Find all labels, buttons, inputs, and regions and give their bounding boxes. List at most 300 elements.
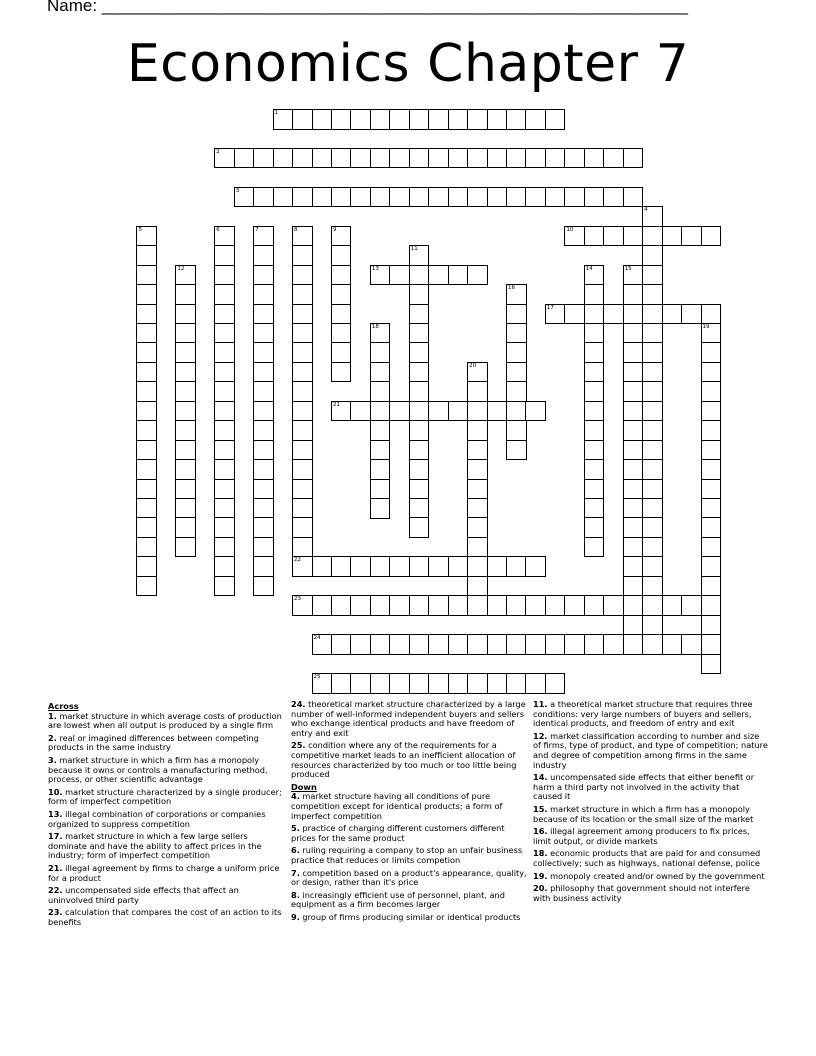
grid-cell[interactable] xyxy=(175,401,196,422)
grid-cell[interactable] xyxy=(467,401,488,422)
grid-cell[interactable] xyxy=(584,226,605,247)
grid-cell[interactable] xyxy=(331,401,352,422)
grid-cell[interactable] xyxy=(214,148,235,169)
grid-cell[interactable] xyxy=(584,595,605,616)
grid-cell[interactable] xyxy=(642,420,663,441)
grid-cell[interactable] xyxy=(175,517,196,538)
grid-cell[interactable] xyxy=(448,265,469,286)
grid-cell[interactable] xyxy=(175,304,196,325)
grid-cell[interactable] xyxy=(214,226,235,247)
grid-cell[interactable] xyxy=(312,148,333,169)
grid-cell[interactable] xyxy=(584,284,605,305)
grid-cell[interactable] xyxy=(467,634,488,655)
grid-cell[interactable] xyxy=(389,673,410,694)
grid-cell[interactable] xyxy=(525,595,546,616)
grid-cell[interactable] xyxy=(350,109,371,130)
grid-cell[interactable] xyxy=(350,595,371,616)
grid-cell[interactable] xyxy=(292,226,313,247)
grid-cell[interactable] xyxy=(253,420,274,441)
grid-cell[interactable] xyxy=(428,187,449,208)
grid-cell[interactable] xyxy=(175,420,196,441)
grid-cell[interactable] xyxy=(603,187,624,208)
grid-cell[interactable] xyxy=(487,148,508,169)
grid-cell[interactable] xyxy=(253,187,274,208)
grid-cell[interactable] xyxy=(623,187,644,208)
grid-cell[interactable] xyxy=(642,556,663,577)
grid-cell[interactable] xyxy=(409,440,430,461)
grid-cell[interactable] xyxy=(175,479,196,500)
grid-cell[interactable] xyxy=(409,459,430,480)
grid-cell[interactable] xyxy=(642,226,663,247)
grid-cell[interactable] xyxy=(136,517,157,538)
grid-cell[interactable] xyxy=(701,401,722,422)
grid-cell[interactable] xyxy=(292,187,313,208)
grid-cell[interactable] xyxy=(409,420,430,441)
grid-cell[interactable] xyxy=(292,245,313,266)
grid-cell[interactable] xyxy=(350,148,371,169)
grid-cell[interactable] xyxy=(253,226,274,247)
grid-cell[interactable] xyxy=(253,459,274,480)
grid-cell[interactable] xyxy=(136,265,157,286)
grid-cell[interactable] xyxy=(467,420,488,441)
grid-cell[interactable] xyxy=(623,459,644,480)
grid-cell[interactable] xyxy=(370,498,391,519)
grid-cell[interactable] xyxy=(642,206,663,227)
grid-cell[interactable] xyxy=(642,615,663,636)
grid-cell[interactable] xyxy=(506,381,527,402)
grid-cell[interactable] xyxy=(253,304,274,325)
grid-cell[interactable] xyxy=(487,673,508,694)
grid-cell[interactable] xyxy=(214,479,235,500)
grid-cell[interactable] xyxy=(701,459,722,480)
grid-cell[interactable] xyxy=(681,634,702,655)
grid-cell[interactable] xyxy=(253,148,274,169)
grid-cell[interactable] xyxy=(701,420,722,441)
grid-cell[interactable] xyxy=(642,576,663,597)
grid-cell[interactable] xyxy=(175,537,196,558)
grid-cell[interactable] xyxy=(623,440,644,461)
grid-cell[interactable] xyxy=(506,401,527,422)
grid-cell[interactable] xyxy=(487,595,508,616)
grid-cell[interactable] xyxy=(253,576,274,597)
grid-cell[interactable] xyxy=(642,634,663,655)
grid-cell[interactable] xyxy=(331,304,352,325)
grid-cell[interactable] xyxy=(312,556,333,577)
grid-cell[interactable] xyxy=(467,440,488,461)
grid-cell[interactable] xyxy=(506,109,527,130)
grid-cell[interactable] xyxy=(428,109,449,130)
grid-cell[interactable] xyxy=(331,148,352,169)
grid-cell[interactable] xyxy=(506,556,527,577)
grid-cell[interactable] xyxy=(467,265,488,286)
grid-cell[interactable] xyxy=(545,673,566,694)
grid-cell[interactable] xyxy=(331,245,352,266)
grid-cell[interactable] xyxy=(350,556,371,577)
grid-cell[interactable] xyxy=(331,284,352,305)
grid-cell[interactable] xyxy=(292,595,313,616)
grid-cell[interactable] xyxy=(662,226,683,247)
grid-cell[interactable] xyxy=(253,342,274,363)
grid-cell[interactable] xyxy=(253,265,274,286)
grid-cell[interactable] xyxy=(701,654,722,675)
grid-cell[interactable] xyxy=(564,226,585,247)
grid-cell[interactable] xyxy=(623,479,644,500)
grid-cell[interactable] xyxy=(370,673,391,694)
grid-cell[interactable] xyxy=(623,323,644,344)
grid-cell[interactable] xyxy=(370,440,391,461)
grid-cell[interactable] xyxy=(623,420,644,441)
grid-cell[interactable] xyxy=(487,556,508,577)
grid-cell[interactable] xyxy=(409,187,430,208)
grid-cell[interactable] xyxy=(642,517,663,538)
grid-cell[interactable] xyxy=(292,304,313,325)
grid-cell[interactable] xyxy=(370,401,391,422)
grid-cell[interactable] xyxy=(136,479,157,500)
grid-cell[interactable] xyxy=(292,498,313,519)
grid-cell[interactable] xyxy=(506,342,527,363)
grid-cell[interactable] xyxy=(253,323,274,344)
grid-cell[interactable] xyxy=(136,342,157,363)
grid-cell[interactable] xyxy=(389,556,410,577)
grid-cell[interactable] xyxy=(175,498,196,519)
grid-cell[interactable] xyxy=(389,109,410,130)
grid-cell[interactable] xyxy=(253,284,274,305)
grid-cell[interactable] xyxy=(701,615,722,636)
grid-cell[interactable] xyxy=(409,498,430,519)
grid-cell[interactable] xyxy=(623,401,644,422)
grid-cell[interactable] xyxy=(136,498,157,519)
grid-cell[interactable] xyxy=(253,517,274,538)
grid-cell[interactable] xyxy=(409,673,430,694)
grid-cell[interactable] xyxy=(175,440,196,461)
grid-cell[interactable] xyxy=(448,673,469,694)
grid-cell[interactable] xyxy=(506,323,527,344)
grid-cell[interactable] xyxy=(370,187,391,208)
grid-cell[interactable] xyxy=(467,576,488,597)
grid-cell[interactable] xyxy=(506,595,527,616)
grid-cell[interactable] xyxy=(428,401,449,422)
grid-cell[interactable] xyxy=(389,595,410,616)
grid-cell[interactable] xyxy=(584,440,605,461)
grid-cell[interactable] xyxy=(623,517,644,538)
grid-cell[interactable] xyxy=(175,265,196,286)
grid-cell[interactable] xyxy=(331,595,352,616)
grid-cell[interactable] xyxy=(136,440,157,461)
grid-cell[interactable] xyxy=(506,304,527,325)
grid-cell[interactable] xyxy=(467,595,488,616)
grid-cell[interactable] xyxy=(214,459,235,480)
grid-cell[interactable] xyxy=(584,187,605,208)
grid-cell[interactable] xyxy=(428,556,449,577)
grid-cell[interactable] xyxy=(623,362,644,383)
grid-cell[interactable] xyxy=(409,381,430,402)
grid-cell[interactable] xyxy=(642,459,663,480)
grid-cell[interactable] xyxy=(487,109,508,130)
grid-cell[interactable] xyxy=(642,284,663,305)
grid-cell[interactable] xyxy=(136,381,157,402)
grid-cell[interactable] xyxy=(701,595,722,616)
grid-cell[interactable] xyxy=(564,148,585,169)
grid-cell[interactable] xyxy=(623,556,644,577)
grid-cell[interactable] xyxy=(564,595,585,616)
grid-cell[interactable] xyxy=(584,479,605,500)
grid-cell[interactable] xyxy=(136,304,157,325)
grid-cell[interactable] xyxy=(467,109,488,130)
grid-cell[interactable] xyxy=(292,440,313,461)
grid-cell[interactable] xyxy=(623,576,644,597)
grid-cell[interactable] xyxy=(370,381,391,402)
grid-cell[interactable] xyxy=(448,148,469,169)
grid-cell[interactable] xyxy=(214,342,235,363)
grid-cell[interactable] xyxy=(701,537,722,558)
grid-cell[interactable] xyxy=(642,362,663,383)
grid-cell[interactable] xyxy=(214,245,235,266)
grid-cell[interactable] xyxy=(292,342,313,363)
grid-cell[interactable] xyxy=(136,459,157,480)
grid-cell[interactable] xyxy=(506,284,527,305)
grid-cell[interactable] xyxy=(701,498,722,519)
grid-cell[interactable] xyxy=(409,284,430,305)
grid-cell[interactable] xyxy=(701,342,722,363)
grid-cell[interactable] xyxy=(370,634,391,655)
grid-cell[interactable] xyxy=(623,226,644,247)
grid-cell[interactable] xyxy=(467,556,488,577)
grid-cell[interactable] xyxy=(389,265,410,286)
grid-cell[interactable] xyxy=(642,265,663,286)
grid-cell[interactable] xyxy=(487,634,508,655)
grid-cell[interactable] xyxy=(525,401,546,422)
grid-cell[interactable] xyxy=(292,381,313,402)
grid-cell[interactable] xyxy=(642,479,663,500)
grid-cell[interactable] xyxy=(642,440,663,461)
grid-cell[interactable] xyxy=(331,226,352,247)
grid-cell[interactable] xyxy=(428,148,449,169)
grid-cell[interactable] xyxy=(273,187,294,208)
grid-cell[interactable] xyxy=(292,479,313,500)
grid-cell[interactable] xyxy=(545,634,566,655)
grid-cell[interactable] xyxy=(136,556,157,577)
grid-cell[interactable] xyxy=(389,634,410,655)
grid-cell[interactable] xyxy=(331,634,352,655)
grid-cell[interactable] xyxy=(603,634,624,655)
grid-cell[interactable] xyxy=(389,401,410,422)
grid-cell[interactable] xyxy=(136,401,157,422)
grid-cell[interactable] xyxy=(350,673,371,694)
grid-cell[interactable] xyxy=(545,148,566,169)
grid-cell[interactable] xyxy=(506,148,527,169)
grid-cell[interactable] xyxy=(312,673,333,694)
grid-cell[interactable] xyxy=(525,634,546,655)
grid-cell[interactable] xyxy=(214,284,235,305)
grid-cell[interactable] xyxy=(662,595,683,616)
grid-cell[interactable] xyxy=(584,323,605,344)
grid-cell[interactable] xyxy=(136,226,157,247)
grid-cell[interactable] xyxy=(603,148,624,169)
grid-cell[interactable] xyxy=(175,381,196,402)
grid-cell[interactable] xyxy=(467,479,488,500)
grid-cell[interactable] xyxy=(350,634,371,655)
grid-cell[interactable] xyxy=(175,323,196,344)
grid-cell[interactable] xyxy=(487,187,508,208)
grid-cell[interactable] xyxy=(253,498,274,519)
grid-cell[interactable] xyxy=(642,245,663,266)
grid-cell[interactable] xyxy=(214,576,235,597)
grid-cell[interactable] xyxy=(525,673,546,694)
grid-cell[interactable] xyxy=(584,401,605,422)
grid-cell[interactable] xyxy=(506,362,527,383)
grid-cell[interactable] xyxy=(370,265,391,286)
grid-cell[interactable] xyxy=(409,265,430,286)
grid-cell[interactable] xyxy=(214,381,235,402)
grid-cell[interactable] xyxy=(584,148,605,169)
grid-cell[interactable] xyxy=(428,673,449,694)
grid-cell[interactable] xyxy=(409,479,430,500)
grid-cell[interactable] xyxy=(370,479,391,500)
grid-cell[interactable] xyxy=(350,401,371,422)
grid-cell[interactable] xyxy=(467,187,488,208)
grid-cell[interactable] xyxy=(214,304,235,325)
grid-cell[interactable] xyxy=(603,304,624,325)
grid-cell[interactable] xyxy=(623,381,644,402)
grid-cell[interactable] xyxy=(701,440,722,461)
grid-cell[interactable] xyxy=(662,634,683,655)
grid-cell[interactable] xyxy=(681,595,702,616)
grid-cell[interactable] xyxy=(312,595,333,616)
grid-cell[interactable] xyxy=(331,265,352,286)
grid-cell[interactable] xyxy=(545,109,566,130)
grid-cell[interactable] xyxy=(467,362,488,383)
grid-cell[interactable] xyxy=(448,187,469,208)
grid-cell[interactable] xyxy=(253,440,274,461)
grid-cell[interactable] xyxy=(584,362,605,383)
grid-cell[interactable] xyxy=(350,187,371,208)
grid-cell[interactable] xyxy=(642,381,663,402)
grid-cell[interactable] xyxy=(331,362,352,383)
grid-cell[interactable] xyxy=(584,498,605,519)
grid-cell[interactable] xyxy=(136,323,157,344)
grid-cell[interactable] xyxy=(487,401,508,422)
grid-cell[interactable] xyxy=(409,517,430,538)
grid-cell[interactable] xyxy=(389,187,410,208)
grid-cell[interactable] xyxy=(409,595,430,616)
grid-cell[interactable] xyxy=(409,304,430,325)
grid-cell[interactable] xyxy=(409,401,430,422)
grid-cell[interactable] xyxy=(428,595,449,616)
grid-cell[interactable] xyxy=(253,479,274,500)
grid-cell[interactable] xyxy=(467,381,488,402)
grid-cell[interactable] xyxy=(370,342,391,363)
grid-cell[interactable] xyxy=(701,362,722,383)
grid-cell[interactable] xyxy=(175,284,196,305)
grid-cell[interactable] xyxy=(409,109,430,130)
grid-cell[interactable] xyxy=(253,362,274,383)
grid-cell[interactable] xyxy=(701,323,722,344)
grid-cell[interactable] xyxy=(331,556,352,577)
grid-cell[interactable] xyxy=(623,265,644,286)
grid-cell[interactable] xyxy=(448,401,469,422)
grid-cell[interactable] xyxy=(409,342,430,363)
grid-cell[interactable] xyxy=(409,634,430,655)
grid-cell[interactable] xyxy=(642,323,663,344)
grid-cell[interactable] xyxy=(292,284,313,305)
grid-cell[interactable] xyxy=(584,634,605,655)
grid-cell[interactable] xyxy=(136,537,157,558)
grid-cell[interactable] xyxy=(584,381,605,402)
grid-cell[interactable] xyxy=(331,187,352,208)
grid-cell[interactable] xyxy=(214,517,235,538)
grid-cell[interactable] xyxy=(370,109,391,130)
grid-cell[interactable] xyxy=(175,342,196,363)
grid-cell[interactable] xyxy=(623,148,644,169)
grid-cell[interactable] xyxy=(701,517,722,538)
grid-cell[interactable] xyxy=(331,109,352,130)
grid-cell[interactable] xyxy=(448,595,469,616)
grid-cell[interactable] xyxy=(136,362,157,383)
grid-cell[interactable] xyxy=(525,109,546,130)
grid-cell[interactable] xyxy=(253,401,274,422)
grid-cell[interactable] xyxy=(623,284,644,305)
grid-cell[interactable] xyxy=(409,323,430,344)
grid-cell[interactable] xyxy=(642,595,663,616)
grid-cell[interactable] xyxy=(545,187,566,208)
grid-cell[interactable] xyxy=(428,634,449,655)
grid-cell[interactable] xyxy=(370,459,391,480)
grid-cell[interactable] xyxy=(214,537,235,558)
grid-cell[interactable] xyxy=(701,381,722,402)
grid-cell[interactable] xyxy=(545,304,566,325)
grid-cell[interactable] xyxy=(370,420,391,441)
grid-cell[interactable] xyxy=(506,440,527,461)
grid-cell[interactable] xyxy=(214,362,235,383)
grid-cell[interactable] xyxy=(701,576,722,597)
grid-cell[interactable] xyxy=(331,323,352,344)
grid-cell[interactable] xyxy=(292,537,313,558)
grid-cell[interactable] xyxy=(623,537,644,558)
grid-cell[interactable] xyxy=(467,148,488,169)
grid-cell[interactable] xyxy=(506,420,527,441)
grid-cell[interactable] xyxy=(623,634,644,655)
grid-cell[interactable] xyxy=(584,265,605,286)
grid-cell[interactable] xyxy=(136,284,157,305)
grid-cell[interactable] xyxy=(234,148,255,169)
grid-cell[interactable] xyxy=(214,401,235,422)
grid-cell[interactable] xyxy=(312,109,333,130)
grid-cell[interactable] xyxy=(623,342,644,363)
grid-cell[interactable] xyxy=(214,420,235,441)
grid-cell[interactable] xyxy=(662,304,683,325)
grid-cell[interactable] xyxy=(136,576,157,597)
name-field-line[interactable]: Name: ______________________________________________________________ xyxy=(47,0,688,15)
grid-cell[interactable] xyxy=(642,498,663,519)
grid-cell[interactable] xyxy=(389,148,410,169)
grid-cell[interactable] xyxy=(623,595,644,616)
grid-cell[interactable] xyxy=(292,148,313,169)
grid-cell[interactable] xyxy=(701,304,722,325)
grid-cell[interactable] xyxy=(214,440,235,461)
grid-cell[interactable] xyxy=(564,634,585,655)
grid-cell[interactable] xyxy=(292,556,313,577)
grid-cell[interactable] xyxy=(370,556,391,577)
grid-cell[interactable] xyxy=(292,323,313,344)
grid-cell[interactable] xyxy=(506,187,527,208)
grid-cell[interactable] xyxy=(292,362,313,383)
grid-cell[interactable] xyxy=(642,304,663,325)
grid-cell[interactable] xyxy=(448,556,469,577)
grid-cell[interactable] xyxy=(642,342,663,363)
grid-cell[interactable] xyxy=(370,362,391,383)
grid-cell[interactable] xyxy=(506,634,527,655)
grid-cell[interactable] xyxy=(701,479,722,500)
